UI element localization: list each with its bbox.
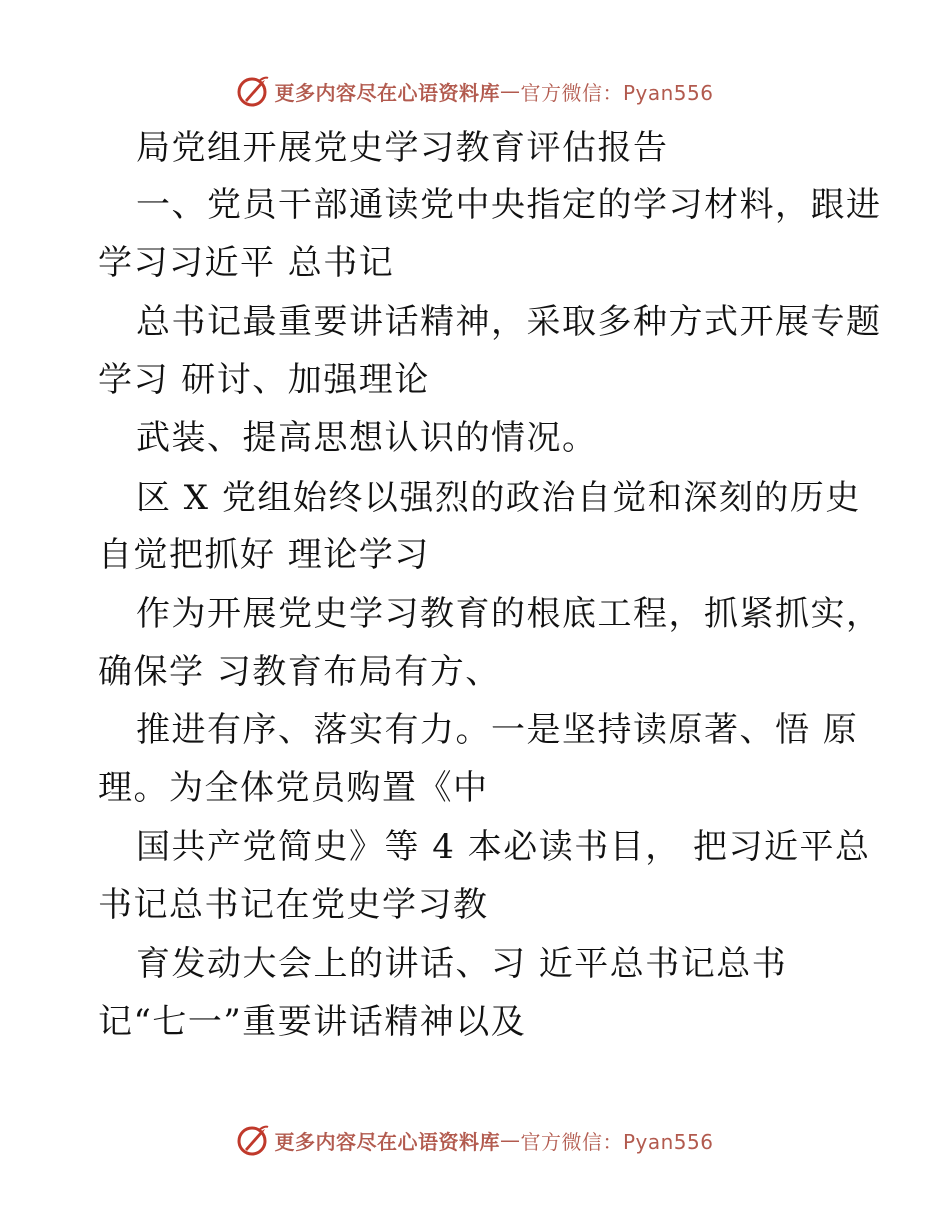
text-line: 学习习近平 总书记 [98, 243, 395, 283]
text-line: 确保学 习教育布局有方、 [98, 652, 501, 692]
header-banner [0, 71, 950, 111]
text-line: 一、党员干部通读党中央指定的学习材料，跟进 [136, 185, 882, 225]
text-line: 记“七一”重要讲话精神以及 [98, 1002, 527, 1042]
banner-sub-text: 官方微信：Pyan556 [520, 80, 714, 105]
pen-logo-icon [236, 74, 270, 108]
text-line: 武装、提高思想认识的情况。 [136, 418, 598, 458]
text-line: 国共产党简史》等 4 本必读书目， 把习近平总 [136, 827, 871, 867]
footer-banner [0, 1120, 950, 1160]
text-line: 总书记最重要讲话精神，采取多种方式开展专题 [136, 302, 882, 342]
text-line: 推进有序、落实有力。一是坚持读原著、悟 原 [136, 710, 859, 750]
banner-main-text: 更多内容尽在心语资料库 [274, 80, 500, 105]
text-line: 区 X 党组始终以强烈的政治自觉和深刻的历史 [136, 478, 861, 518]
text-line: 自觉把抓好 理论学习 [98, 535, 430, 575]
banner-main-text: 更多内容尽在心语资料库 [274, 1129, 500, 1154]
banner-dash: — [499, 79, 521, 103]
document-title: 局党组开展党史学习教育评估报告 [136, 128, 669, 168]
pen-logo-icon [236, 1123, 270, 1157]
banner-dash: — [499, 1128, 521, 1152]
text-line: 理。为全体党员购置《中 [98, 768, 489, 808]
text-line: 育发动大会上的讲话、习 近平总书记总书 [136, 944, 788, 984]
text-line: 书记总书记在党史学习教 [98, 885, 489, 925]
text-line: 学习 研讨、加强理论 [98, 360, 430, 400]
banner-sub-text: 官方微信：Pyan556 [520, 1129, 714, 1154]
text-line: 作为开展党史学习教育的根底工程，抓紧抓实， [136, 594, 882, 634]
